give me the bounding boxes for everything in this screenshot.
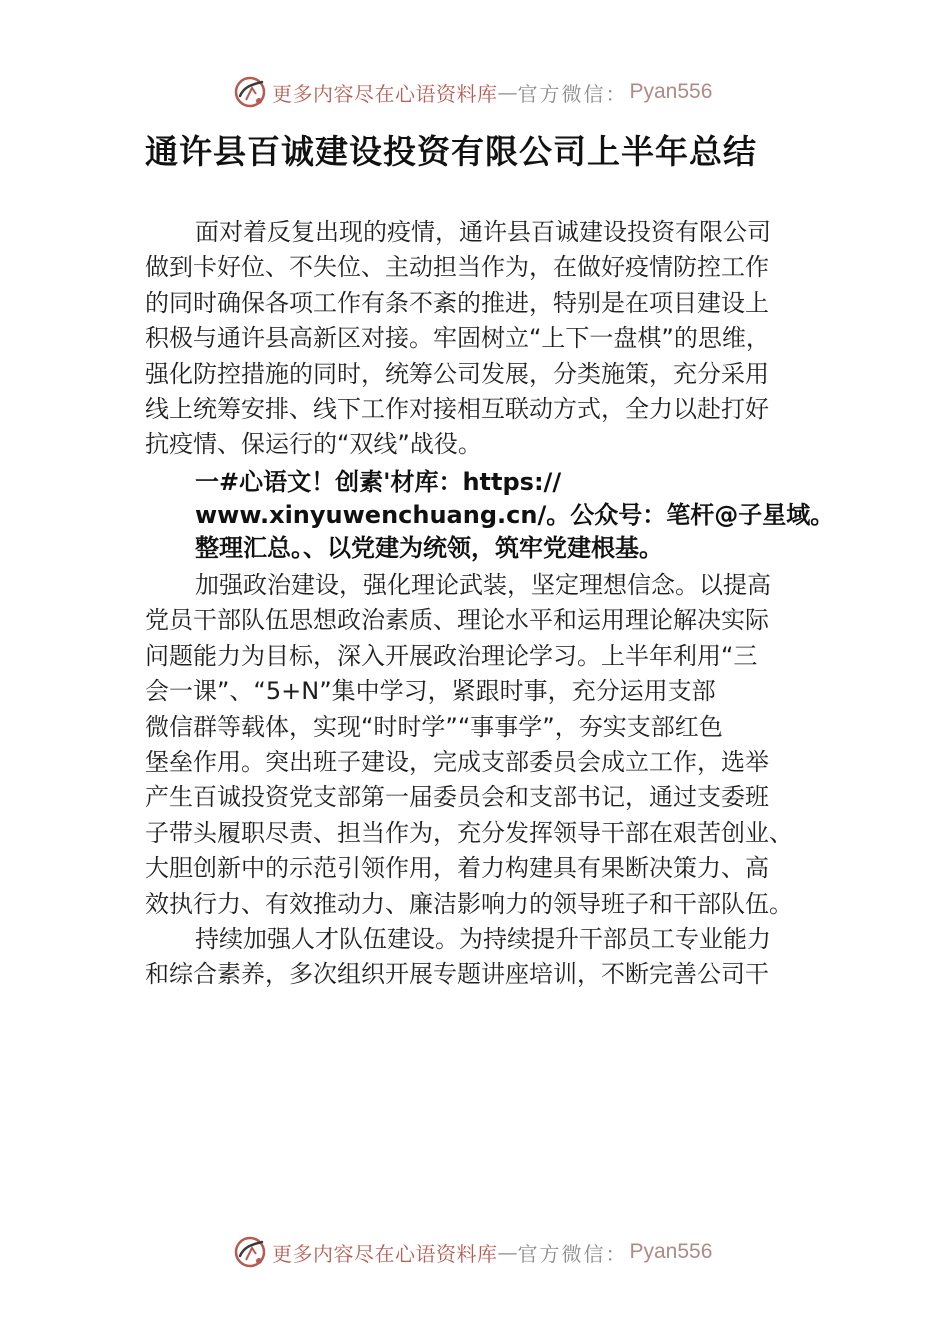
paragraph-line: 效执行力、有效推动力、廉洁影响力的领导班子和干部队伍。 xyxy=(145,889,793,918)
banner-wechat-id: Pyan556 xyxy=(629,80,713,103)
paragraph-party-building xyxy=(145,568,845,922)
paragraph-line: 堡垒作用。突出班子建设，完成支部委员会成立工作，选举 xyxy=(145,747,769,776)
brand-logo-icon xyxy=(232,74,268,110)
paragraph-line: 加强政治建设，强化理论武装，坚定理想信念。以提高 xyxy=(195,571,771,599)
banner-separator: — xyxy=(497,1240,518,1264)
heading-line: www.xinyuwenchuang.cn/。公众号：笔杆@子星域。 xyxy=(195,501,835,529)
paragraph-line: 积极与通许县高新区对接。牢固树立“上下一盘棋”的思维， xyxy=(145,324,770,353)
paragraph-line: 强化防控措施的同时，统筹公司发展，分类施策，充分采用 xyxy=(145,359,769,388)
paragraph-line: 和综合素养，多次组织开展专题讲座培训，不断完善公司干 xyxy=(145,960,769,989)
section-heading xyxy=(195,466,845,565)
header-banner xyxy=(232,72,752,112)
heading-line: 整理汇总。、以党建为统领，筑牢党建根基。 xyxy=(195,534,663,562)
paragraph-line: 大胆创新中的示范引领作用，着力构建具有果断决策力、高 xyxy=(145,854,769,883)
paragraph-line: 面对着反复出现的疫情，通许县百诚建设投资有限公司 xyxy=(195,218,771,246)
banner-text: 更多内容尽在心语资料库 xyxy=(272,81,498,106)
paragraph-line: 微信群等载体，实现“时时学”“事事学”，夯实支部红色 xyxy=(145,712,723,741)
banner-text: 更多内容尽在心语资料库 xyxy=(272,1241,498,1266)
heading-line: 一#心语文！创素'材库：https:// xyxy=(195,468,562,496)
paragraph-line: 持续加强人才队伍建设。为持续提升干部员工专业能力 xyxy=(195,925,771,953)
brand-logo-icon xyxy=(232,1234,268,1270)
paragraph-line: 问题能力为目标，深入开展政治理论学习。上半年利用“三 xyxy=(145,641,758,670)
paragraph-intro xyxy=(145,215,845,463)
paragraph-line: 的同时确保各项工作有条不紊的推进，特别是在项目建设上 xyxy=(145,288,769,317)
banner-wechat-label: 官方微信： xyxy=(517,81,628,106)
paragraph-line: 产生百诚投资党支部第一届委员会和支部书记，通过支委班 xyxy=(145,783,769,812)
paragraph-line: 会一课”、“5+N”集中学习，紧跟时事，充分运用支部 xyxy=(145,677,716,706)
document-title: 通许县百诚建设投资有限公司上半年总结 xyxy=(145,132,757,171)
banner-separator: — xyxy=(497,80,518,104)
paragraph-line: 抗疫情、保运行的“双线”战役。 xyxy=(145,430,482,459)
banner-wechat-label: 官方微信： xyxy=(517,1241,628,1266)
paragraph-line: 党员干部队伍思想政治素质、理论水平和运用理论解决实际 xyxy=(145,606,769,635)
paragraph-line: 线上统筹安排、线下工作对接相互联动方式，全力以赴打好 xyxy=(145,394,769,423)
banner-wechat-id: Pyan556 xyxy=(629,1240,713,1263)
footer-banner xyxy=(232,1232,752,1272)
paragraph-line: 做到卡好位、不失位、主动担当作为，在做好疫情防控工作 xyxy=(145,253,769,282)
paragraph-talent xyxy=(145,922,845,993)
paragraph-line: 子带头履职尽责、担当作为，充分发挥领导干部在艰苦创业、 xyxy=(145,818,793,847)
